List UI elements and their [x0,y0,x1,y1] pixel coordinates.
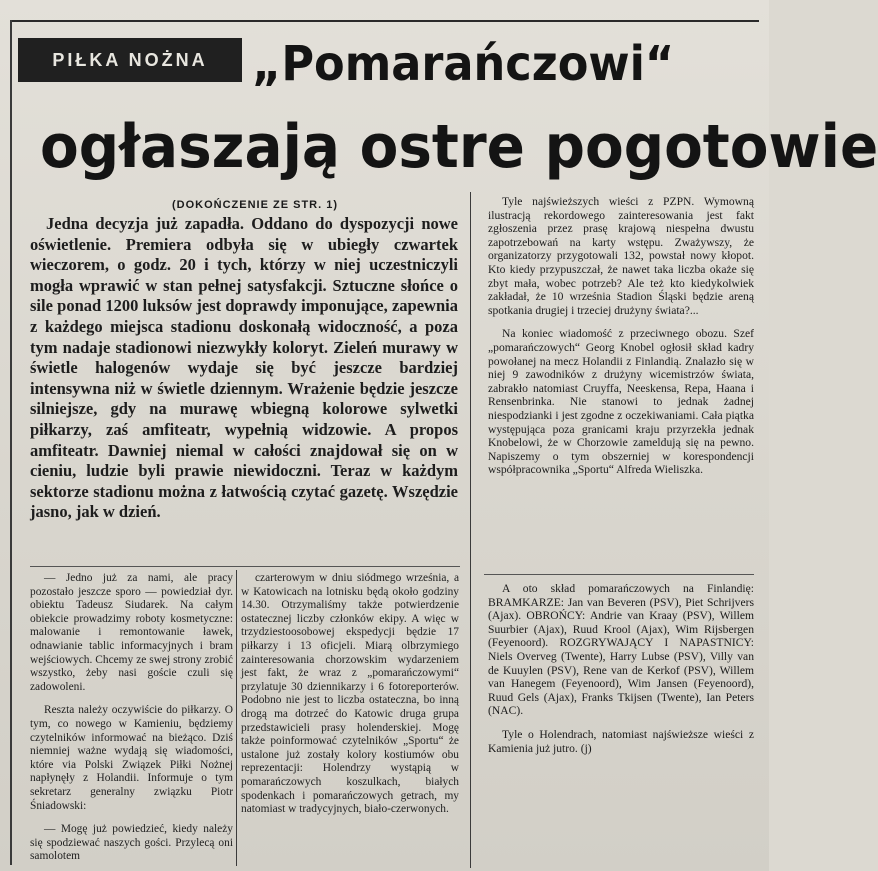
headline-line-2: ogłaszają ostre pogotowie [40,112,878,182]
col1-paragraph-3: — Mogę już powiedzieć, kiedy należy się spodziewać naszych gości. Przylecą oni samolotem [30,823,233,863]
section-label: PIŁKA NOŻNA [18,38,242,82]
column-divider-main [470,192,471,868]
top-rule [10,20,759,22]
right-paragraph-1: Tyle najświeższych wieści z PZPN. Wymowną ilustracją rekordowego zainteresowania jest fakt zgłoszenia przez prasę krajową niespełna dwustu zapotrzebowań na karty wstępu. Zważywszy, że organizatorzy przygotowali 132, powstał nowy kłopot. Kto kiedy przypuszczał, że nawet taka liczba okaże się zbyt mała, wobec potrzeb? Ale też kto kiedykolwiek zakładał, że 10 września Stadion Śląski będzie areną spotkania drugiej i trzeciej drużyny świata?... [488,195,754,317]
right-paragraph-4: Tyle o Holendrach, natomiast najświeższe wieści z Kamienia już jutro. (j) [488,727,754,755]
right-paragraph-3: A oto skład pomarańczowych na Finlandię: BRAMKARZE: Jan van Beveren (PSV), Piet Schrijvers (Ajax). OBROŃCY: Andrie van Kraay (PSV), Willem Suurbier (Ajax), Ruud Krool (Ajax), Wim Rijsbergen (Feyenoord). ROZGRYWAJĄCY I NAPASTNICY: Niels Overveg (Twente), Harry Lubse (PSV), Villy van de Kuuylen (PSV), Rene van de Kerkof (PSV), Willem van Hanegem (Feyenoord), Wim Jansen (Feyenoord), Ruud Gels (Ajax), Franks Tkijsen (Twente), Ian Peters (NAC). [488,582,754,718]
lead-text: Jedna decyzja już zapadła. Oddano do dyspozycji nowe oświetlenie. Premiera odbyła się w ubiegły czwartek wieczorem, o godz. 20 i tych, którzy w niej uczestniczyli mogła wprawić w stan pełnej satysfakcji. Sztuczne słońce o sile ponad 1200 luksów jest doprawdy imponujące, zapewnia z każdego miejsca stadionu doskonałą widoczność, a poza tym nadaje stadionowi niezwykły koloryt. Zieleń murawy w świetle halogenów wydaje się być jeszcze bardziej intensywna niż w świetle dziennym. Wrażenie będzie jeszcze silniejsze, gdy na murawę wbiegną kolorowe sylwetki piłkarzy, zaś amfiteatr, wypełnią widzowie. A propos amfiteatr. Dawniej niemal w całości znajdował się on w cieniu, ludzie byli prawie niewidoczni. Teraz w każdym sektorze stadionu można z łatwością czytać gazetę. Wszędzie jasno, jak w dzień. [30,214,458,522]
article-column-right-bottom [488,582,754,755]
col1-paragraph-1: — Jedno już za nami, ale pracy pozostało jeszcze sporo — powiedział dyr. obiektu Tadeusz Siudarek. Na całym obiekcie prowadzimy roboty kosmetyczne: malowanie i remontowanie ławek, odnawianie tablic informacyjnych i bram wejściowych. Chcemy ze swej strony zrobić wszystko, żeby nasi goście czuli się zadowoleni. [30,572,233,693]
col2-paragraph-1: czarterowym w dniu siódmego września, a w Katowicach na lotnisku będą około godziny 14.30. Otrzymaliśmy także potwierdzenie ostatecznej liczby członków ekipy. A więc w trzydziestoosobowej ekspedycji będzie 17 piłkarzy i 13 oficjeli. Miarą olbrzymiego zainteresowania chorzowskim wydarzeniem jest fakt, że wraz z „pomarańczowymi“ przylatuje 30 dziennikarzy i 6 fotoreporterów. Podobno nie jest to liczba ostateczna, bo inną drogą ma dotrzeć do Katowic druga grupa przedstawicieli prasy holenderskiej. Mogę także poinformować czytelników „Sportu“ że ustalone już zostały kolory kostiumów obu reprezentacji: Holendrzy wystąpią w pomarańczowych koszulkach, białych spodenkach i pomarańczowych getrach, my natomiast w tradycyjnych, biało-czerwonych. [241,572,459,816]
right-column-rule [484,574,754,575]
lead-paragraph [30,214,458,523]
column-divider-small [236,570,237,866]
right-paragraph-2: Na koniec wiadomość z przeciwnego obozu. Szef „pomarańczowych“ Georg Knobel ogłosił skład kadry powołanej na mecz Holandii z Finlandią. Znalazło się w niej 9 zawodników z drużyny wicemistrzów świata, zabrakło natomiast Cruyffa, Neeskensa, Repa, Haana i Rensenbrinka. Nie stanowi to jednak żadnej niespodzianki i jest zgodne z oczekiwaniami. Cała piątka występująca poza granicami kraju przyrzekła jednak Knobelowi, że w Chorzowie zameldują się na pewno. Napiszemy o tym obszerniej w korespondencji współpracownika „Sportu“ Alfreda Wieliszka. [488,327,754,477]
article-column-2 [241,572,459,817]
col1-paragraph-2: Reszta należy oczywiście do piłkarzy. O tym, co nowego w Kamieniu, będziemy czytelników informować na bieżąco. Dziś niemniej ważne wydają się wiadomości, które via Polski Związek Piłki Nożnej napłynęły z Holandii. Informuje o tym sekretarz generalny związku Piotr Śniadowski: [30,704,233,812]
lead-bottom-rule [30,566,460,567]
left-rule [10,20,12,865]
article-column-right-top [488,195,754,477]
article-column-1 [30,572,233,864]
continued-note: (DOKOŃCZENIE ZE STR. 1) [172,199,339,211]
headline-line-1: „Pomarańczowi“ [252,36,675,92]
